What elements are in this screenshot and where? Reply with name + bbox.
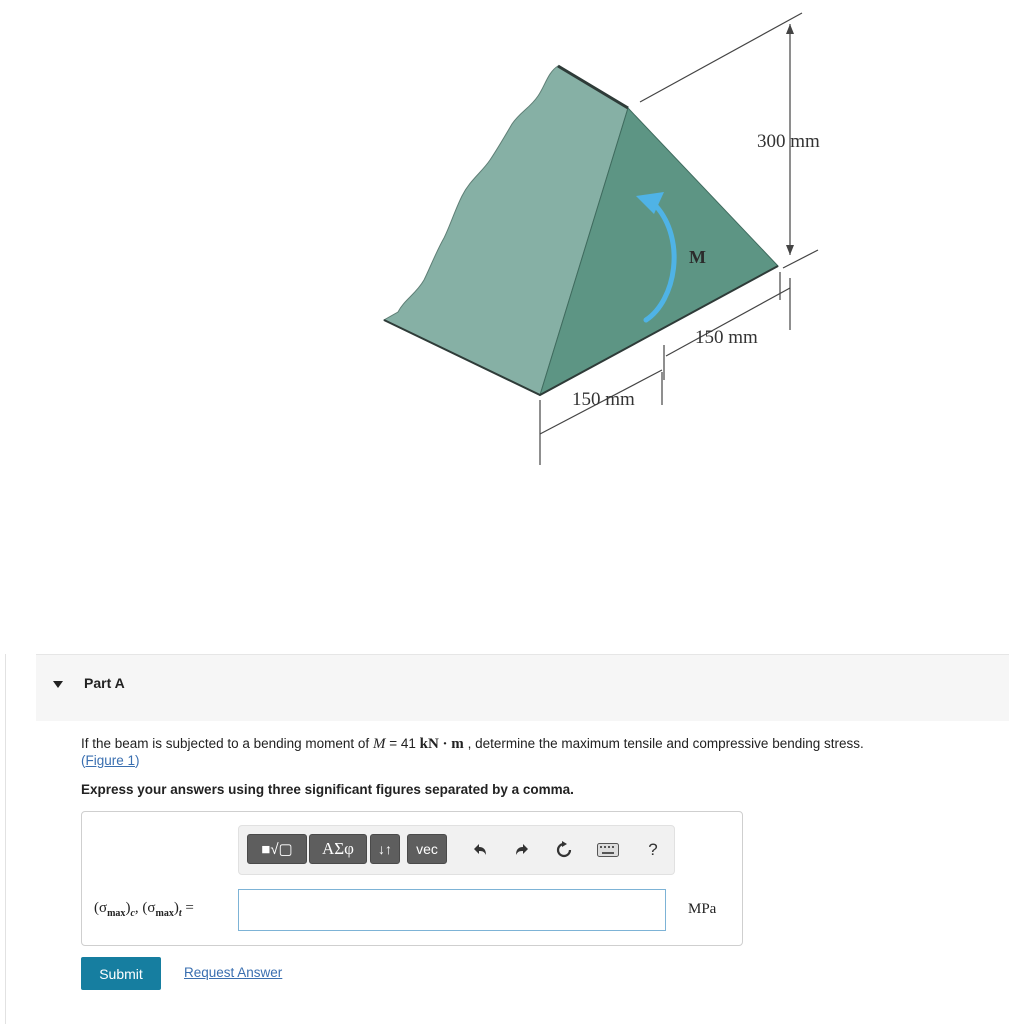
dim-label-150-bottom: 150 mm	[572, 389, 635, 410]
help-icon[interactable]: ?	[648, 840, 658, 859]
math-toolbar	[238, 825, 675, 875]
dim-label-300: 300 mm	[757, 131, 820, 152]
dim-arrow-up	[786, 24, 794, 34]
dim-label-150-right: 150 mm	[695, 327, 758, 348]
dim-extension-bottom	[783, 250, 818, 268]
dim-arrow-down	[786, 245, 794, 255]
instruction-text: Express your answers using three significant figures separated by a comma.	[81, 782, 574, 797]
subscript-superscript-button[interactable]: ↓↑	[370, 834, 400, 864]
answer-box	[81, 811, 743, 946]
reset-icon[interactable]	[552, 838, 576, 862]
redo-icon[interactable]	[510, 838, 534, 862]
request-answer-link[interactable]: Request Answer	[184, 965, 283, 980]
caret-down-icon[interactable]	[53, 681, 63, 688]
dim-extension-top	[640, 13, 802, 102]
part-panel	[5, 654, 1009, 1024]
moment-symbol: M	[372, 736, 386, 752]
part-header[interactable]	[36, 654, 1009, 721]
moment-value: = 41	[385, 736, 420, 751]
problem-statement	[81, 735, 981, 753]
moment-label: M	[689, 247, 706, 267]
problem-suffix: , determine the maximum tensile and compressive bending stress.	[467, 736, 864, 751]
keyboard-icon[interactable]	[596, 838, 620, 862]
answer-input[interactable]	[238, 889, 666, 931]
submit-button[interactable]: Submit	[81, 957, 161, 990]
answer-label: $(\sigma_{max})_c$, $(\sigma_{max})_t$ =	[94, 900, 194, 919]
templates-button[interactable]: ■√▢	[247, 834, 307, 864]
greek-symbols-button[interactable]: ΑΣφ	[309, 834, 367, 864]
answer-unit: MPa	[688, 901, 717, 917]
moment-unit: kN · m	[419, 736, 464, 752]
part-title: Part A	[84, 675, 125, 691]
problem-prefix: If the beam is subjected to a bending moment of	[81, 736, 370, 751]
figure-link[interactable]: (Figure 1)	[81, 753, 140, 768]
vector-button[interactable]: vec	[407, 834, 447, 864]
undo-icon[interactable]	[468, 838, 492, 862]
